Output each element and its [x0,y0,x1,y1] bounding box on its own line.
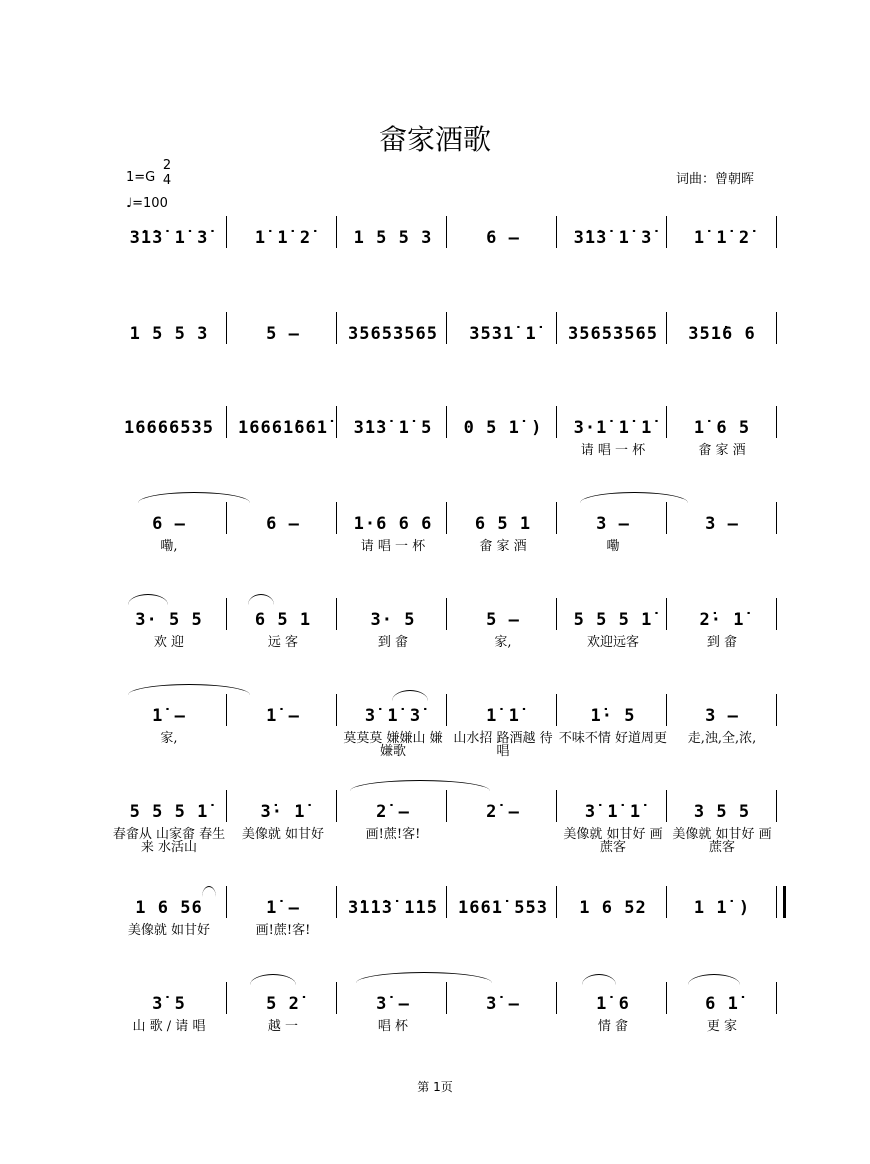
measure-notes: 3̇ – [376,994,410,1014]
measure-notes: 3̇1̇3̇ 1̇ 5 [353,418,433,438]
measure-notes: 1̇ 1̇ 2̇ [693,228,751,248]
measure [338,318,448,378]
bar-line [446,312,447,344]
bar-line [336,790,337,822]
measure-notes: 1̇· 5 [590,706,636,726]
key-signature: 1=G [126,170,156,185]
measure [338,892,448,952]
measure-lyric: 家, [494,635,512,650]
measure [338,222,448,282]
measure [110,796,228,856]
measure [668,508,776,568]
bar-line [446,982,447,1014]
measure-lyric: 春畲从 山家畲 春生来 水活山 [112,827,226,855]
measure [448,318,558,378]
time-signature [160,158,174,188]
measure-lyric: 越 一 [267,1019,299,1034]
score-row [110,222,790,292]
score-row [110,892,790,962]
measure-lyric: 走,浊,全,浓, [687,731,757,746]
measure-notes: 6 5 1 [254,610,312,630]
measure-lyric: 山水招 路酒越 待唱 [453,731,553,759]
measure-notes: 5 – [486,610,520,630]
measure [668,412,776,472]
bar-line [336,406,337,438]
measure-notes: 1661̇ 553 [458,898,548,918]
bar-line [666,216,667,248]
measure-notes: 16661̇661̇ [238,418,328,438]
measure [558,604,668,664]
measure [338,412,448,472]
measure-notes: 6 1̇ [705,994,739,1014]
measure [558,222,668,282]
bar-line [666,694,667,726]
bar-line [666,790,667,822]
measure-notes: 1̇ – [152,706,186,726]
bar-line [446,886,447,918]
slur-arc [392,690,428,701]
measure [110,988,228,1048]
bar-line [666,406,667,438]
measure [558,412,668,472]
bar-line [776,598,777,630]
bar-line [226,886,227,918]
measure [558,508,668,568]
measure-notes: 5 2̇ [266,994,300,1014]
bar-line [336,216,337,248]
bar-line [556,790,557,822]
time-signature-bottom: 4 [162,173,172,188]
measure [110,318,228,378]
measure [448,508,558,568]
measure-notes: 1 6 56 [135,898,203,918]
measure-notes: 1̇ 1̇ [486,706,520,726]
bar-line [336,312,337,344]
measure-notes: 3̇ 1̇ 3̇ [364,706,422,726]
bar-line [226,216,227,248]
measure [110,700,228,760]
measure-notes: 1̇ 1̇ 2̇ [254,228,312,248]
bar-line [556,886,557,918]
measure-notes: 0 5 1̇ ) [463,418,543,438]
score-row [110,604,790,674]
measure-lyric: 欢迎远客 [586,635,639,650]
measure-notes: 1·6 6 6 [353,514,433,534]
bar-line [666,598,667,630]
measure-notes: 3̇1̇3̇ 1̇ 3̇ [129,228,209,248]
measure [110,508,228,568]
measure-notes: 2̇· 1̇ [699,610,745,630]
measure [110,892,228,952]
bar-line [776,312,777,344]
bar-line [666,886,667,918]
measure-notes: 3̇· 1̇ [260,802,306,822]
bar-line [446,406,447,438]
measure-lyric: 不味不情 好道周更 [558,731,668,746]
bar-line [776,216,777,248]
bar-line [226,502,227,534]
score-row [110,988,790,1058]
slur-arc [356,972,492,983]
measure-notes: 1 1̇ ) [693,898,751,918]
bar-line [336,502,337,534]
measure [558,988,668,1048]
bar-line [226,406,227,438]
score-row [110,700,790,770]
credit: 词曲：曾朝晖 [676,172,755,187]
score-row [110,508,790,578]
measure-notes: 3 – [705,514,739,534]
measure [558,700,668,760]
measure [228,508,338,568]
measure [448,796,558,856]
measure [228,892,338,952]
bar-line [336,982,337,1014]
measure-notes: 1 5 5 3 [129,324,209,344]
measure-lyric: 欢 迎 [153,635,185,650]
measure [448,412,558,472]
measure [228,412,338,472]
measure [110,222,228,282]
measure-notes: 1̇ – [266,706,300,726]
measure-notes: 1̇ 6 [596,994,630,1014]
measure-notes: 3̇ – [486,994,520,1014]
measure [110,604,228,664]
measure-notes: 3· 5 [370,610,416,630]
measure-notes: 35653565 [348,324,438,344]
measure-lyric: 美像就 如甘好 [127,923,211,938]
bar-line [776,790,777,822]
measure [668,988,776,1048]
measure-lyric: 畲 家 酒 [479,539,527,554]
page-title: 畲家酒歌 [378,123,491,156]
measure [338,700,448,760]
measure-notes: 35653565 [568,324,658,344]
measure-notes: 3̇1̇1̇3̇ 1̇1̇5 [348,898,438,918]
measure [668,604,776,664]
measure [668,892,776,952]
bar-line [556,502,557,534]
bar-line [446,502,447,534]
measure-notes: 3· 5 5 [135,610,203,630]
bar-line [556,406,557,438]
measure [228,796,338,856]
measure-notes: 3 5 5 [693,802,751,822]
measure [228,318,338,378]
measure-lyric: 山 歌 / 请 唱 [132,1019,206,1034]
bar-line [336,694,337,726]
bar-line [776,406,777,438]
page-footer: 第 1页 [417,1080,453,1094]
bar-line [336,598,337,630]
measure-notes: 5 5 5 1̇ [129,802,209,822]
bar-line [446,598,447,630]
measure-notes: 2̇ – [486,802,520,822]
measure-lyric: 远 客 [267,635,299,650]
measure [448,988,558,1048]
slur-arc [350,780,490,791]
measure-notes: 3̇ 1̇ 1̇ [584,802,642,822]
measure-lyric: 画!蔗!客! [255,923,311,938]
measure-lyric: 畲 家 酒 [698,443,746,458]
measure-lyric: 请 唱 一 杯 [360,539,426,554]
score-row [110,796,790,866]
measure [228,988,338,1048]
measure-notes: 3531̇ 1̇ [469,324,537,344]
measure [338,604,448,664]
measure-notes: 5 5 5 1̇ [573,610,653,630]
measure-lyric: 到 畲 [706,635,738,650]
measure-notes: 2̇ – [376,802,410,822]
measure-notes: 3·1̇ 1̇ 1̇ [573,418,653,438]
measure-notes: 6 5 1 [474,514,532,534]
slur-arc [688,974,740,985]
slur-arc [250,974,296,985]
measure [228,700,338,760]
score-row [110,318,790,388]
measure [448,604,558,664]
measure [228,222,338,282]
bar-line [556,598,557,630]
bar-line [446,694,447,726]
bar-line [556,216,557,248]
bar-line [556,694,557,726]
bar-line [226,790,227,822]
measure [668,700,776,760]
bar-line [776,502,777,534]
slur-arc [128,684,250,695]
measure-notes: 6 – [486,228,520,248]
bar-line [336,886,337,918]
bar-line [666,982,667,1014]
bar-line [556,982,557,1014]
measure-lyric: 美像就 如甘好 画蔗客 [563,827,663,855]
measure [228,604,338,664]
measure-notes: 3̇1̇3̇ 1̇ 3̇ [573,228,653,248]
measure [338,796,448,856]
measure-lyric: 到 畲 [377,635,409,650]
slur-arc [580,492,688,503]
bar-line [666,502,667,534]
measure [668,318,776,378]
time-signature-top: 2 [162,158,172,173]
bar-line [226,982,227,1014]
measure-lyric: 情 畲 [597,1019,629,1034]
measure-notes: 6 – [266,514,300,534]
measure-notes: 16666535 [124,418,214,438]
measure [448,700,558,760]
bar-line [776,886,786,918]
slur-arc [138,492,250,503]
bar-line [776,982,777,1014]
bar-line [666,312,667,344]
measure-notes: 3̇ 5 [152,994,186,1014]
measure-lyric: 嘞, [160,539,178,554]
measure-notes: 1 5 5 3 [353,228,433,248]
measure-notes: 6 – [152,514,186,534]
slur-arc [128,594,168,605]
measure-lyric: 画!蔗!客! [365,827,421,842]
measure-lyric: 家, [160,731,178,746]
slur-arc [202,886,216,897]
measure-lyric: 美像就 如甘好 [241,827,325,842]
bar-line [776,694,777,726]
measure-lyric: 嘞 [606,539,620,554]
bar-line [226,598,227,630]
measure [558,796,668,856]
slur-arc [248,594,274,605]
measure-notes: 351̇6 6 [688,324,756,344]
score-row [110,412,790,482]
measure-lyric: 莫莫莫 嫌嫌山 嫌嫌歌 [343,731,443,759]
bar-line [446,790,447,822]
measure-lyric: 请 唱 一 杯 [580,443,646,458]
measure [668,796,776,856]
measure-notes: 1 6 52 [579,898,647,918]
bar-line [446,216,447,248]
tempo-marking: ♩=100 [126,196,168,211]
measure-notes: 5 – [266,324,300,344]
measure [338,508,448,568]
measure-lyric: 美像就 如甘好 画蔗客 [672,827,772,855]
measure [448,892,558,952]
slur-arc [582,974,616,985]
bar-line [226,312,227,344]
measure [558,318,668,378]
bar-line [556,312,557,344]
measure [448,222,558,282]
bar-line [226,694,227,726]
measure [110,412,228,472]
measure [558,892,668,952]
measure-notes: 3 – [596,514,630,534]
measure-lyric: 唱 杯 [377,1019,409,1034]
measure-lyric: 更 家 [706,1019,738,1034]
measure [338,988,448,1048]
measure-notes: 1̇ 6 5 [693,418,751,438]
measure-notes: 3 – [705,706,739,726]
measure [668,222,776,282]
measure-notes: 1̇ – [266,898,300,918]
